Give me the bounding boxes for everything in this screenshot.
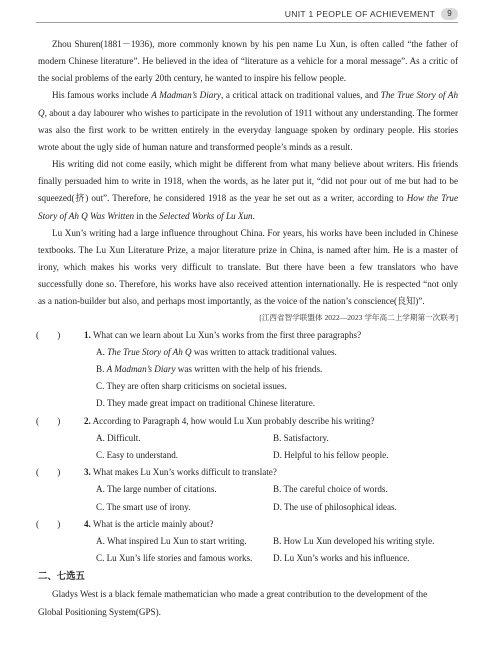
- question-number: 3.: [84, 467, 91, 478]
- option-c[interactable]: C. The smart use of irony.: [96, 501, 191, 512]
- question-stem: What makes Lu Xun’s works difficult to translate?: [92, 467, 277, 478]
- final-passage: [38, 586, 458, 620]
- option-b[interactable]: B. A Madman’s Diary was written with the help of his friends.: [96, 363, 323, 374]
- question-stem: What can we learn about Lu Xun’s works from the first three paragraphs?: [92, 329, 362, 340]
- answer-blank[interactable]: ( ): [36, 467, 61, 478]
- option-d[interactable]: D. Helpful to his fellow people.: [273, 449, 389, 460]
- option-b[interactable]: B. How Lu Xun developed his writing style.: [273, 535, 435, 546]
- answer-blank[interactable]: ( ): [36, 329, 61, 340]
- final-line-2: Global Positioning System(GPS).: [38, 606, 161, 617]
- paragraph-1: Zhou Shuren(1881－1936), more commonly known by his pen name Lu Xun, is often called “the father of modern Chinese literature”. He believed in the idea of “literature as a vehicle for a moral message”. As a critic of the social problems of the early 20th century, he wanted to inspire his fellow people.: [38, 39, 458, 84]
- option-c[interactable]: C. Easy to understand.: [96, 449, 179, 460]
- option-d[interactable]: D. They made great impact on traditional Chinese literature.: [96, 398, 316, 409]
- question-4: [38, 516, 458, 568]
- question-2: [38, 413, 458, 465]
- option-b[interactable]: B. Satisfactory.: [273, 432, 329, 443]
- question-stem: According to Paragraph 4, how would Lu Xun probably describe his writing?: [92, 415, 375, 426]
- question-3: [38, 464, 458, 516]
- section-heading: 二、七选五: [38, 571, 85, 583]
- paragraph-4: Lu Xun’s writing had a large influence throughout China. For years, his works have been included in Chinese textbooks. The Lu Xun Literature Prize, a major literature prize in China, is named after him. He is a master of irony, which makes his works very difficult to translate. But there have been a few translators who have successfully done so. Therefore, his works have also received attention internationally. He is respected “not only as a nation-builder but also, and perhaps most importantly, as the voice of the nation’s conscience(良知)”.: [38, 227, 458, 307]
- question-stem: What is the article mainly about?: [92, 518, 214, 529]
- question-1: [38, 327, 458, 413]
- answer-blank[interactable]: ( ): [36, 415, 61, 426]
- option-a[interactable]: A. The True Story of Ah Q was written to attack traditional values.: [96, 346, 337, 357]
- header-rule: [36, 22, 458, 23]
- option-d[interactable]: D. Lu Xun’s works and his influence.: [273, 553, 410, 564]
- final-line-1: Gladys West is a black female mathematician who made a great contribution to the development of the: [52, 589, 428, 600]
- question-number: 2.: [84, 415, 91, 426]
- paragraph-3: His writing did not come easily, which might be different from what many believe about writers. His friends finally persuaded him to write in 1918, when the words, as he later put it, “did not pour out of me but had to be squeezed(挤) out”. Therefore, he considered 1918 as the year he set out as a writer, according to How the True Story of Ah Q Was Written in the Selected Works of Lu Xun.: [38, 159, 459, 221]
- answer-blank[interactable]: ( ): [36, 518, 61, 529]
- page-header: [285, 6, 458, 22]
- option-a[interactable]: A. Difficult.: [96, 432, 141, 443]
- option-a[interactable]: A. What inspired Lu Xun to start writing.: [96, 535, 247, 546]
- reading-passage: [38, 36, 458, 621]
- page-number: 9: [441, 8, 458, 20]
- question-number: 4.: [84, 518, 91, 529]
- source-citation: [江西省智学联盟体 2022—2023 学年高二上学期第一次联考]: [259, 312, 458, 322]
- question-number: 1.: [84, 329, 91, 340]
- option-c[interactable]: C. They are often sharp criticisms on societal issues.: [96, 381, 287, 392]
- paragraph-2: His famous works include A Madman’s Diary, a critical attack on traditional values, and The True Story of Ah Q, about a day labourer who wishes to participate in the revolution of 1911 without any understanding. The former was also the first work to be written entirely in the everyday language spoken by ordinary people. His stories wrote about the ugly side of human nature and transformed people’s minds as a result.: [38, 90, 459, 152]
- option-a[interactable]: A. The large number of citations.: [96, 484, 217, 495]
- option-c[interactable]: C. Lu Xun’s life stories and famous works.: [96, 553, 253, 564]
- option-b[interactable]: B. The careful choice of words.: [273, 484, 388, 495]
- option-d[interactable]: D. The use of philosophical ideas.: [273, 501, 397, 512]
- unit-title: UNIT 1 PEOPLE OF ACHIEVEMENT: [284, 9, 436, 19]
- question-list: [38, 327, 458, 568]
